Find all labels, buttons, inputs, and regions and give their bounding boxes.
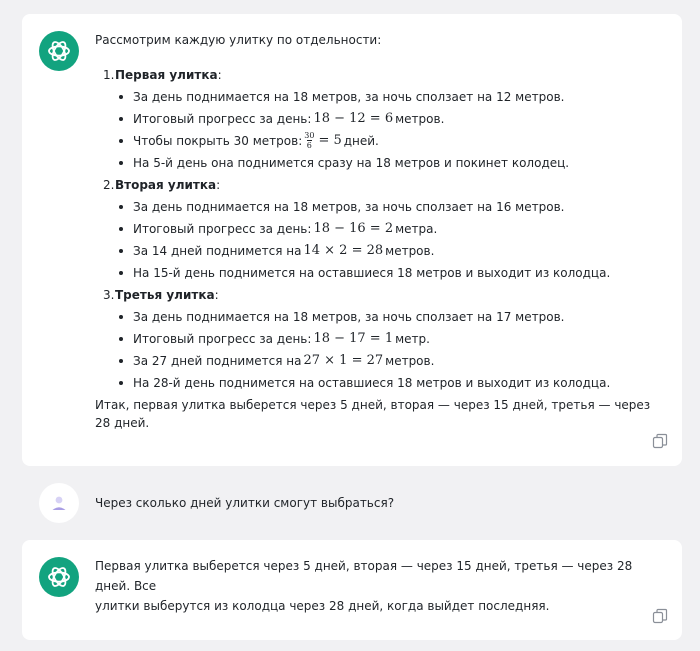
step-text: За день поднимается на 18 метров, за ночь сползает на 17 метров. [133,310,565,324]
fraction-denominator: 6 [306,141,312,150]
step-text: Итоговый прогресс за день: [133,332,312,346]
snail-title-text: Третья улитка [115,288,215,302]
step-item [95,328,665,350]
fraction [304,132,314,150]
step-text: На 15-й день поднимется на оставшиеся 18 метров и выходит из колодца. [133,266,611,280]
step-item [95,350,665,372]
snail-title-text: Первая улитка [115,68,218,82]
conclusion-text: Итак, первая улитка выберется через 5 дней, вторая — через 15 дней, третья — через 28 дней. [95,398,651,430]
user-avatar [39,483,79,523]
step-item [95,240,665,262]
copy-icon[interactable] [652,608,668,624]
snail-item [95,174,665,284]
step-text: Чтобы покрыть 30 метров: [133,134,303,148]
snail-list [95,64,665,394]
intro-text: Рассмотрим каждую улитку по отдельности: [95,33,382,47]
step-item [95,130,665,152]
chatgpt-logo-icon [39,557,79,597]
snail-title-colon: : [217,68,222,82]
message-2-body [95,556,665,616]
step-item [95,152,665,174]
snail-title [95,174,665,196]
step-item [95,262,665,284]
fraction-numerator: 30 [304,131,315,140]
math-expression: = 5 [318,133,342,148]
step-item [95,86,665,108]
step-item [95,218,665,240]
step-text: На 5-й день она поднимется сразу на 18 метров и покинет колодец. [133,156,570,170]
message-1-body [95,30,665,430]
math-expression: 27 × 1 = 27 [303,353,384,368]
copy-icon[interactable] [652,433,668,449]
step-item [95,108,665,130]
step-suffix: метров. [385,244,435,258]
snail-number: 3. [103,288,115,302]
step-suffix: дней. [343,134,379,148]
chatgpt-logo-icon [39,31,79,71]
step-item [95,196,665,218]
snail-title-colon: : [216,178,221,192]
assistant-message-1 [22,14,682,466]
step-suffix: метра. [395,222,438,236]
step-text: На 28-й день поднимется на оставшиеся 18 метров и выходит из колодца. [133,376,611,390]
step-text: За день поднимается на 18 метров, за ночь сползает на 12 метров. [133,90,565,104]
snail-steps [95,86,665,174]
assistant-message-2 [22,540,682,640]
math-expression: 18 − 17 = 1 [313,331,394,346]
step-text: Итоговый прогресс за день: [133,222,312,236]
step-suffix: метр. [395,332,430,346]
message-2-line-1: Первая улитка выберется через 5 дней, вторая — через 15 дней, третья — через 28 дней. Все [95,559,633,593]
step-text: За 27 дней поднимется на [133,354,302,368]
snail-title-colon: : [214,288,219,302]
message-2-line-2: улитки выберутся из колодца через 28 дней, когда выйдет последняя. [95,599,550,613]
snail-title [95,284,665,306]
step-item [95,372,665,394]
snail-title-text: Вторая улитка [115,178,217,192]
snail-item [95,64,665,174]
snail-number: 1. [103,68,115,82]
user-message-text: Через сколько дней улитки смогут выбраться? [95,496,395,510]
snail-steps [95,306,665,394]
step-suffix: метров. [395,112,445,126]
step-text: За 14 дней поднимется на [133,244,302,258]
step-suffix: метров. [385,354,435,368]
step-text: За день поднимается на 18 метров, за ночь сползает на 16 метров. [133,200,565,214]
step-item [95,306,665,328]
snail-title [95,64,665,86]
snail-item [95,284,665,394]
math-expression: 18 − 16 = 2 [313,221,394,236]
math-expression: 18 − 12 = 6 [313,111,394,126]
math-expression: 14 × 2 = 28 [303,243,384,258]
user-icon [49,493,69,513]
snail-steps [95,196,665,284]
step-text: Итоговый прогресс за день: [133,112,312,126]
snail-number: 2. [103,178,115,192]
